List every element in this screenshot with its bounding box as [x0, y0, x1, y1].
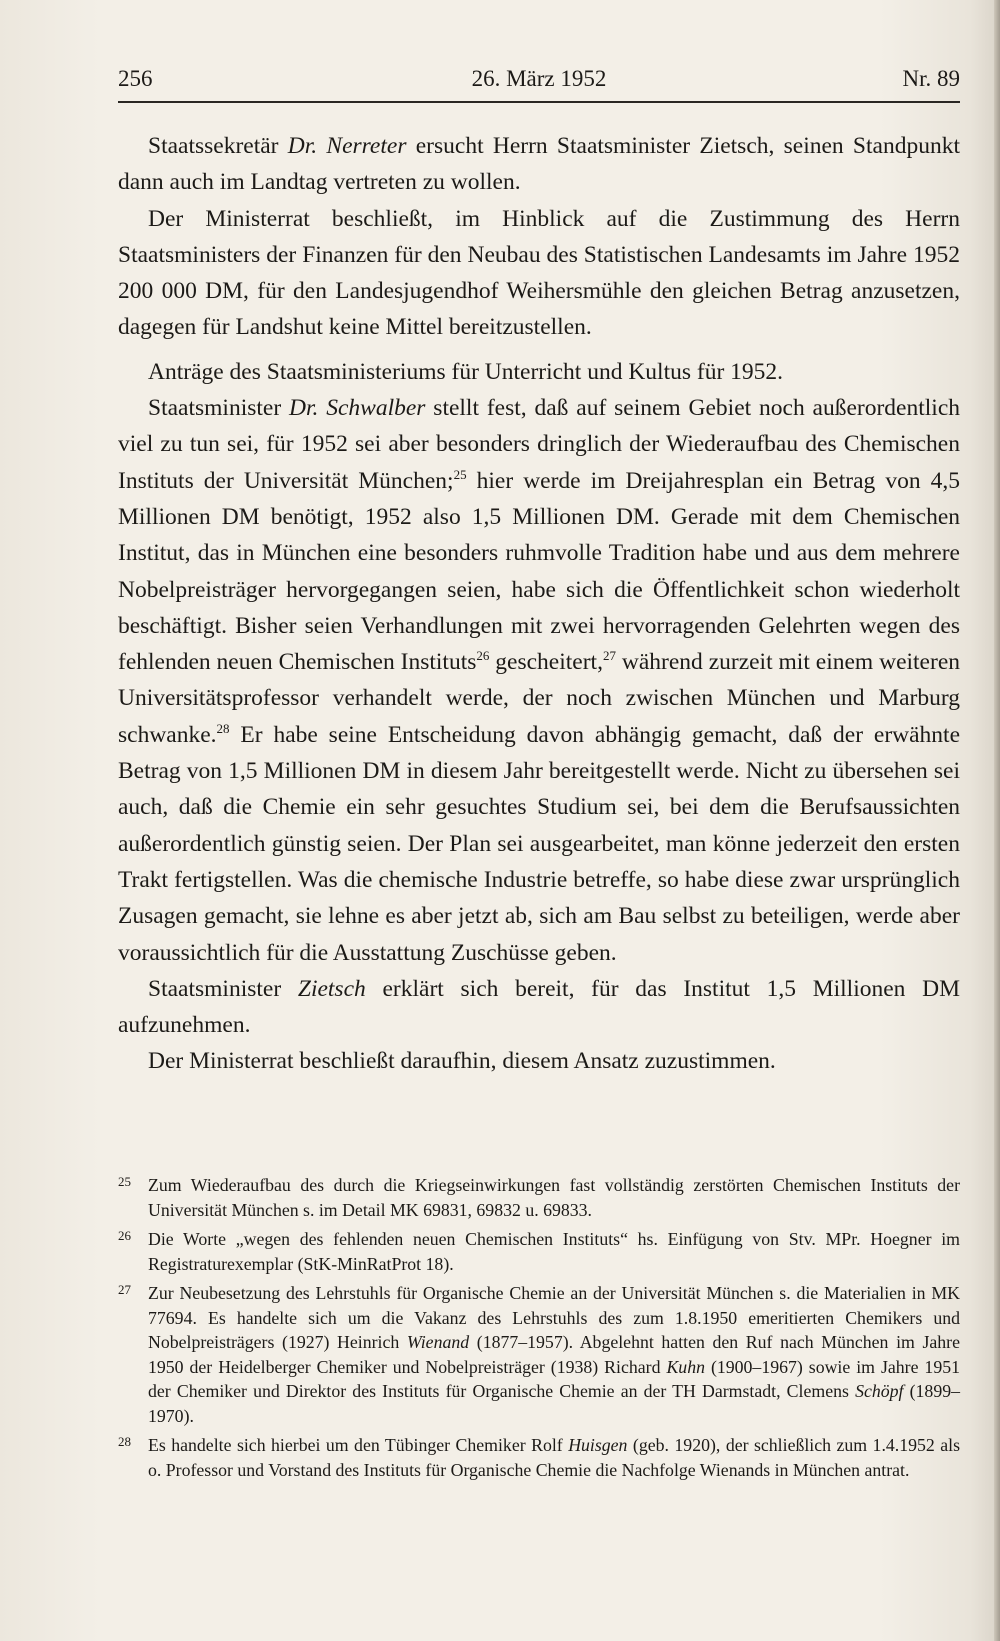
- footnote-ref-27[interactable]: 27: [602, 648, 616, 664]
- paragraph-6: Der Ministerrat beschließt daraufhin, diesem Ansatz zuzustimmen.: [148, 1048, 776, 1075]
- header-date: 26. März 1952: [471, 66, 607, 91]
- footnote-25: 25 Zum Wiederaufbau des durch die Kriegseinwirkungen fast vollständig zerstörten Chemischen Instituts der Universität München s. im Detail MK 69831, 69832 u. 69833.: [118, 1173, 960, 1222]
- page-number: 256: [118, 66, 153, 91]
- footnote-ref-28[interactable]: 28: [216, 720, 230, 736]
- page-edge: [994, 0, 1000, 1641]
- speaker-name: Dr. Schwalber: [289, 395, 426, 422]
- footnote-ref-25[interactable]: 25: [453, 466, 467, 482]
- paragraph-4: Staatsminister Dr. Schwalber stellt fest, daß auf seinem Gebiet noch außerordentlich viel zu tun sei, für 1952 sei aber besonders dringlich der Wiederaufbau des Chemischen Instituts der Universität München;$^{25}$ hier werde im Dreijahresplan ein Betrag von 4,5 Millionen DM benötigt, 1952 also 1,5 Millionen DM. Gerade mit dem Chemischen Institut, das in München eine besonders ruhmvolle Tradition habe und aus dem mehrere Nobelpreisträger hervorgegangen seien, habe sich die Öffentlichkeit schon wiederholt beschäftigt. Bisher seien Verhandlungen mit zwei hervorragenden Gelehrten wegen des fehlenden neuen Chemischen Instituts$^{26}$ gescheitert,$^{27}$ während zurzeit mit einem weiteren Universitätsprofessor verhandelt werde, der noch zwischen München und Marburg schwanke.$^{28}$ Er habe seine Entscheidung davon abhängig gemacht, daß der erwähnte Betrag von 1,5 Millionen DM in diesem Jahr bereitgestellt werde. Nicht zu übersehen sei auch, daß die Chemie ein sehr gesuchtes Studium sei, bei dem die Berufsaussichten außerordentlich günstig seien. Der Plan sei ausgearbeitet, man könne jederzeit den ersten Trakt fertigstellen. Was die chemische Industrie betreffe, so habe diese zwar ursprünglich Zusagen gemacht, sie lehne es aber jetzt ab, sich am Bau selbst zu beteiligen, werde aber voraussichtlich für die Ausstattung Zuschüsse geben.: [118, 395, 960, 966]
- footnote-26: 26 Die Worte „wegen des fehlenden neuen Chemischen Instituts“ hs. Einfügung von Stv. MPr. Hoegner im Registraturexemplar (StK-MinRatProt 18).: [118, 1227, 960, 1276]
- footnote-number: 25: [118, 1174, 131, 1189]
- speaker-name: Zietsch: [297, 975, 366, 1002]
- speaker-name: Dr. Nerreter: [287, 133, 407, 159]
- footnote-number: 26: [118, 1228, 131, 1243]
- footnote-27: 27 Zur Neubesetzung des Lehrstuhls für Organische Chemie an der Universität München s. die Materialien in MK 77694. Es handelte sich um die Vakanz des Lehrstuhls des zum 1.8.1950 emeritierten Chemikers und Nobelpreisträgers (1927) Heinrich Wienand (1877–1957). Abgelehnt hatten den Ruf nach München im Jahre 1950 der Heidelberger Chemiker und Nobelpreisträger (1938) Richard Kuhn (1900–1967) sowie im Jahre 1951 der Chemiker und Direktor des Instituts für Organische Chemie an der TH Darmstadt, Clemens Schöpf (1899–1970).: [118, 1281, 960, 1428]
- footnote-28: 28 Es handelte sich hierbei um den Tübinger Chemiker Rolf Huisgen (geb. 1920), der schließlich zum 1.4.1952 als o. Professor und Vorstand des Instituts für Organische Chemie die Nachfolge Wienands in München antrat.: [118, 1433, 960, 1482]
- main-text: [118, 128, 960, 1080]
- footnote-ref-26[interactable]: 26: [476, 648, 490, 664]
- paragraph-3: Anträge des Staatsministeriums für Unterricht und Kultus für 1952.: [148, 358, 784, 385]
- paragraph-2: Der Ministerrat beschließt, im Hinblick auf die Zustimmung des Herrn Staatsministers der Finanzen für den Neubau des Statistischen Landesamts im Jahre 1952 200 000 DM, für den Landesjugendhof Weihersmühle den gleichen Betrag anzusetzen, dagegen für Landshut keine Mittel bereitzustellen.: [118, 205, 960, 341]
- footnote-number: 27: [118, 1282, 131, 1297]
- issue-number: Nr. 89: [902, 66, 960, 91]
- header-rule: [118, 101, 960, 103]
- running-header: [118, 66, 960, 96]
- paragraph-5: Staatsminister Zietsch erklärt sich bereit, für das Institut 1,5 Millionen DM aufzunehmen.: [118, 975, 960, 1039]
- paragraph-1: Staatssekretär Dr. Nerreter ersucht Herrn Staatsminister Zietsch, seinen Standpunkt dann auch im Landtag vertreten zu wollen.: [118, 133, 960, 196]
- footnote-number: 28: [118, 1434, 131, 1449]
- footnotes: [118, 1173, 960, 1487]
